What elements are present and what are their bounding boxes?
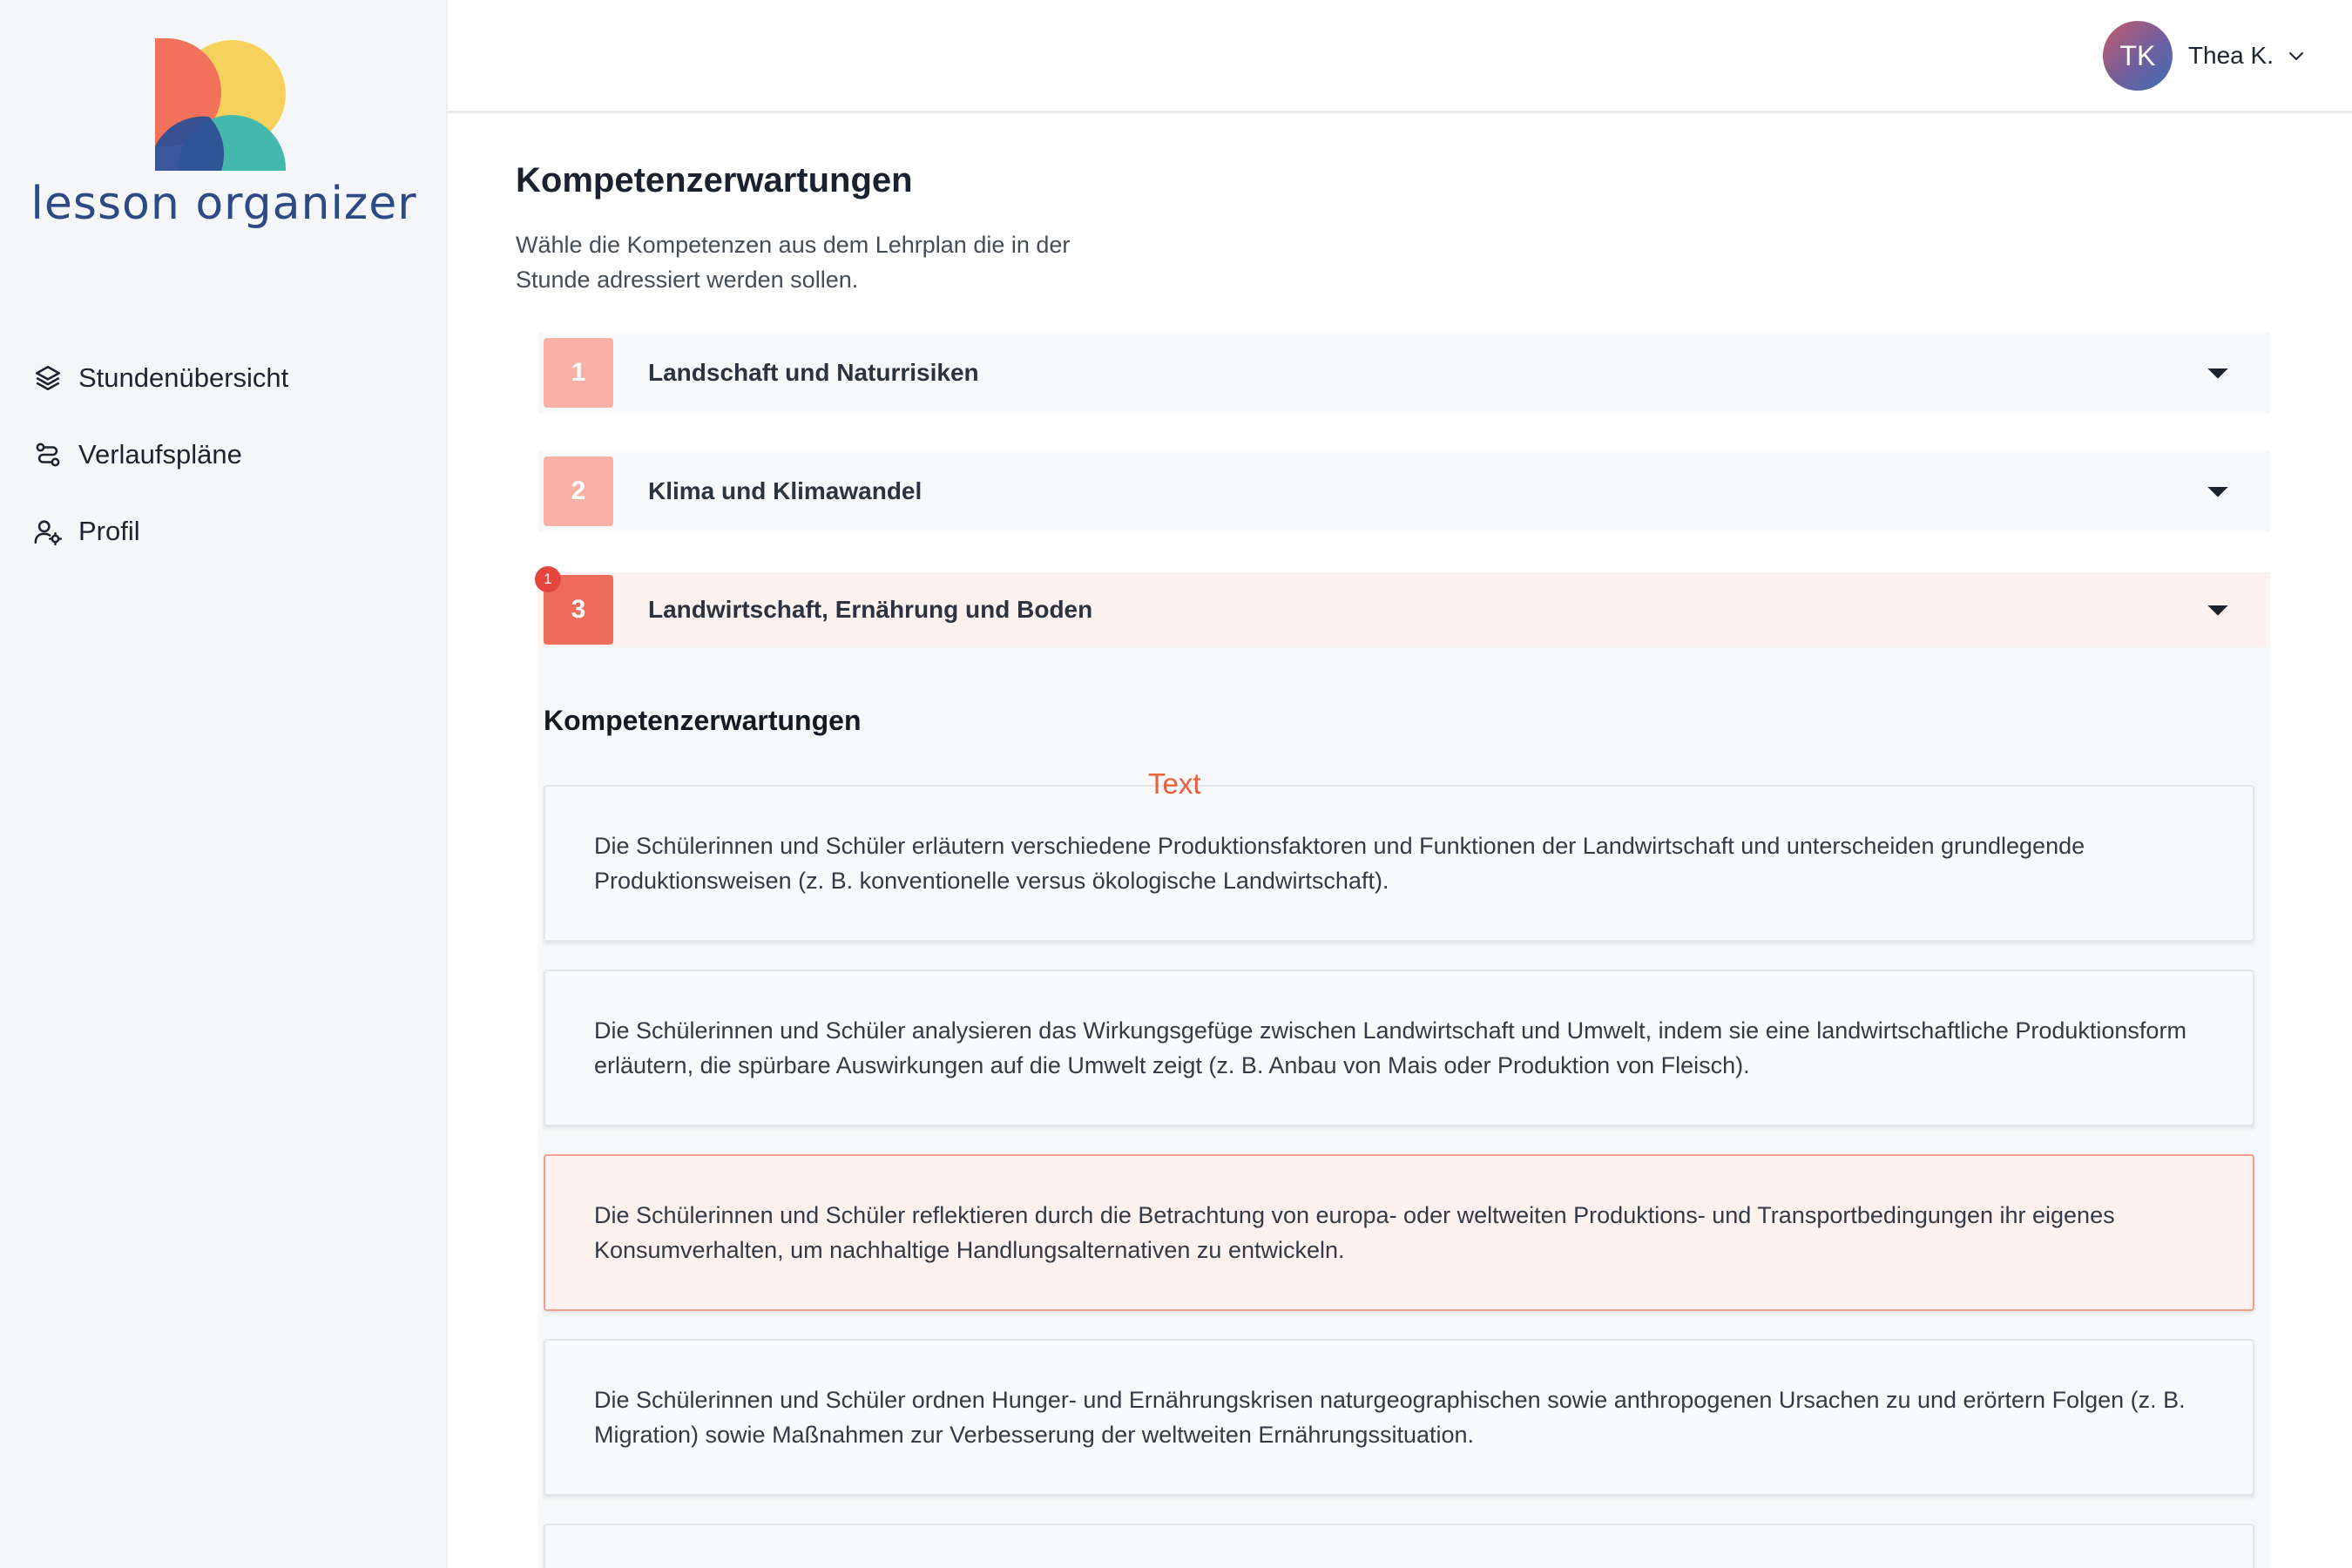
layers-icon [33,363,63,393]
section-number-text: 3 [571,595,586,624]
user-menu[interactable] [2103,21,2307,91]
route-icon [33,440,63,470]
competency-card[interactable]: Die Schülerinnen und Schüler erläutern verschiedene Produktionsfaktoren und Funktionen der Landwirtschaft und unterscheiden grundlegende Produktionsweisen (z. B. konventionelle versus ökologische Landwirtschaft). [544,785,2254,942]
accordion-section-2[interactable] [538,450,2270,532]
caret-down-icon[interactable] [2200,592,2235,627]
sidebar-item-profil[interactable] [33,493,288,570]
competency-card-selected[interactable]: Die Schülerinnen und Schüler reflektieren durch die Betrachtung von europa- oder weltweiten Produktions- und Transportbedingungen ihr eigenes Konsumverhalten, um nachhaltige Handlungsalternativen zu entwickeln. [544,1154,2254,1311]
page-description: Wähle die Kompetenzen aus dem Lehrplan die in der Stunde adressiert werden sollen. [516,232,1071,293]
section-title: Landwirtschaft, Ernährung und Boden [648,596,1093,623]
user-name[interactable]: Thea K. [2187,42,2274,69]
sidebar-item-label: Verlaufspläne [78,439,242,470]
caret-down-icon[interactable] [2200,355,2235,390]
text-label: Text [1148,767,1201,800]
page-title: Kompetenzerwartungen [516,161,913,199]
section-title: Landschaft und Naturrisiken [648,359,979,386]
sidebar-item-verlaufsplaene[interactable] [33,416,288,493]
accordion-section-1[interactable] [538,332,2270,414]
section-number: 1 [544,338,613,408]
sidebar-item-label: Stundenübersicht [78,362,289,393]
competency-card[interactable]: Die Schülerinnen und Schüler analysieren das Wirkungsgefüge zwischen Landwirtschaft und Umwelt, indem sie eine landwirtschaftliche Produktionsform erläutern, die spürbare Auswirkungen auf die Umwelt zeigt (z. B. Anbau von Mais oder Produktion von Fleisch). [544,970,2254,1126]
sidebar-item-label: Profil [78,516,140,546]
lesson-organizer-logo[interactable] [155,38,287,171]
user-settings-icon [33,517,63,546]
main-content [448,116,2352,1568]
brand-name: lesson organizer [30,178,417,230]
section-number: 2 [544,456,613,526]
sidebar-item-stundenuebersicht[interactable] [33,340,288,416]
caret-down-icon[interactable] [2200,474,2235,509]
selection-count-badge: 1 [535,566,561,592]
competency-card[interactable]: Die Schülerinnen und Schüler ordnen Hunger- und Ernährungskrisen naturgeographischen sowie anthropogenen Ursachen zu und erörtern Folgen (z. B. Migration) sowie Maßnahmen zur Verbesserung der weltweiten Ernährungssituation. [544,1339,2254,1496]
sidebar-nav [33,340,288,570]
competencies-subtitle: Kompetenzerwartungen [544,705,862,736]
avatar[interactable]: TK [2103,21,2173,91]
sidebar [0,0,448,1568]
competency-card[interactable] [544,1524,2254,1568]
section-title: Klima und Klimawandel [648,477,923,504]
chevron-down-icon[interactable] [2286,45,2307,66]
top-header [448,0,2352,113]
section-number [544,571,613,645]
accordion-section-3[interactable] [538,572,2270,647]
